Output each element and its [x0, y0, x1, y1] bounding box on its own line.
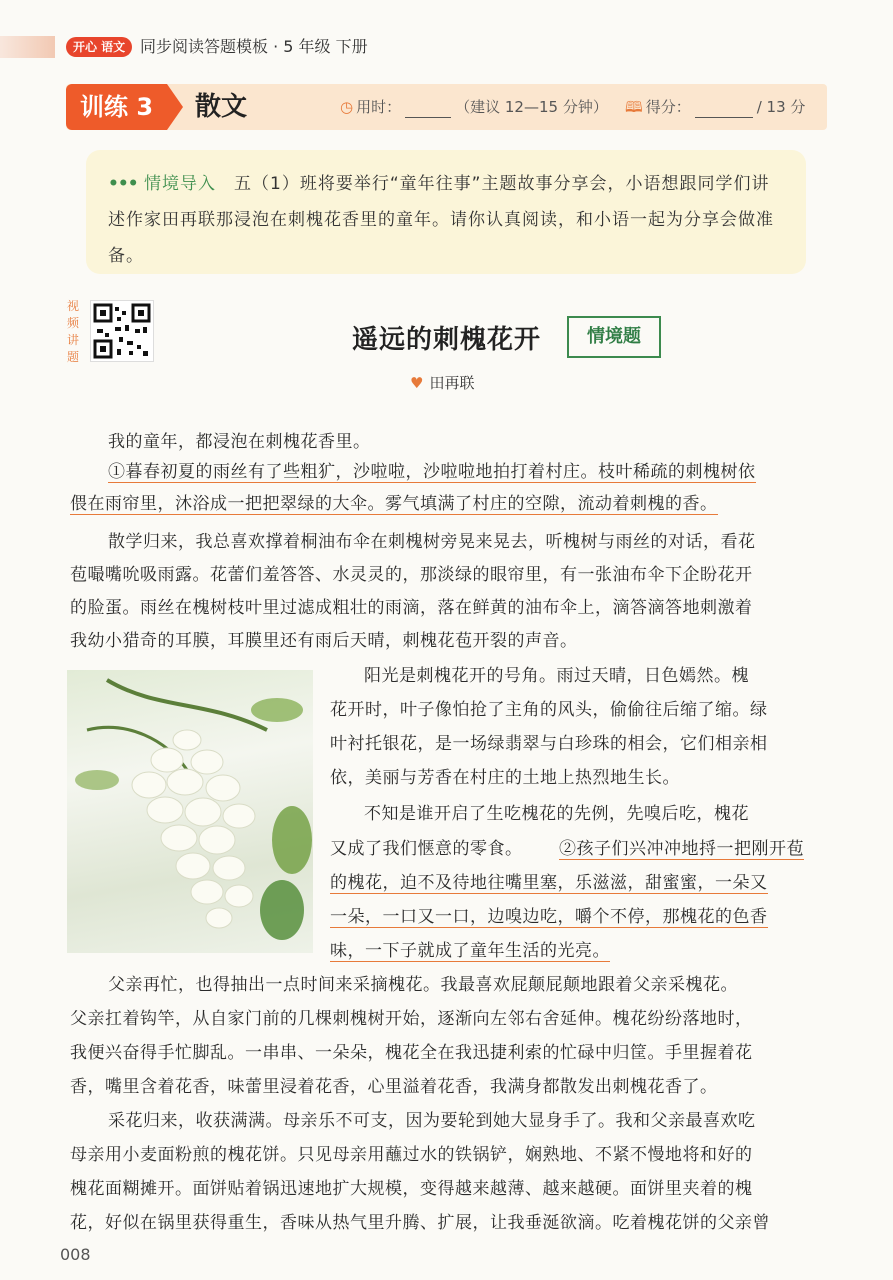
- text-line: 又成了我们惬意的零食。: [330, 839, 523, 859]
- locust-flower-photo: [67, 670, 313, 953]
- score-label: 得分：: [645, 98, 691, 116]
- text-line: 我便兴奋得手忙脚乱。一串串、一朵朵，槐花全在我迅捷利索的忙碌中归筐。手里握着花: [70, 1043, 753, 1063]
- score-blank[interactable]: [695, 101, 753, 118]
- text-line: 香，嘴里含着花香，味蕾里浸着花香，心里溢着花香，我满身都散发出刺槐花香了。: [70, 1077, 718, 1097]
- text-line: 花开时，叶子像怕抢了主角的风头，偷偷往后缩了缩。绿: [330, 700, 768, 720]
- time-group: [340, 96, 608, 118]
- header-decor-strip: [0, 36, 55, 58]
- video-explain-label: 视频讲题: [67, 299, 80, 364]
- page-number: 008: [60, 1245, 91, 1264]
- text-line: 苞嘬嘴吮吸雨露。花蕾们羞答答、水灵灵的，那淡绿的眼帘里，有一张油布伞下企盼花开: [70, 565, 753, 585]
- text-line: 叶衬托银花，是一场绿翡翠与白珍珠的相会，它们相亲相: [330, 734, 768, 754]
- book-icon: 🕮: [625, 98, 643, 116]
- dots-icon: •••: [108, 174, 138, 194]
- time-blank[interactable]: [405, 101, 451, 118]
- text-line: 母亲用小麦面粉煎的槐花饼。只见母亲用蘸过水的铁锅铲，娴熟地、不紧不慢地将和好的: [70, 1145, 753, 1165]
- underlined-sentence-1-cont: 偎在雨帘里，沐浴成一把把翠绿的大伞。雾气填满了村庄的空隙，流动着刺槐的香。: [70, 489, 718, 515]
- underlined-sentence-1: ①暮春初夏的雨丝有了些粗犷，沙啦啦，沙啦啦地拍打着村庄。枝叶稀疏的刺槐树依: [108, 457, 756, 483]
- series-title: 同步阅读答题模板 · 5 年级 下册: [140, 37, 368, 56]
- qr-code-icon[interactable]: [90, 300, 154, 362]
- scene-label: 情境导入: [144, 174, 217, 194]
- score-total: / 13 分: [756, 98, 806, 116]
- text-line: 我幼小猎奇的耳膜，耳膜里还有雨后天晴，刺槐花苞开裂的声音。: [70, 631, 578, 651]
- text-line: 的脸蛋。雨丝在槐树枝叶里过滤成粗壮的雨滴，落在鲜黄的油布伞上，滴答滴答地刺激着: [70, 598, 753, 618]
- underlined-sentence-2: ②孩子们兴冲冲地捋一把刚开苞: [559, 834, 804, 860]
- scene-question-stamp: 情境题: [567, 316, 661, 358]
- scene-text: 五（1）班将要举行“童年往事”主题故事分享会，小语想跟同学们讲述作家田再联那浸泡在刺槐花香里的童年。请你认真阅读，和小语一起为分享会做准备。: [108, 174, 774, 266]
- underlined-sentence-2-cont: 味，一下子就成了童年生活的光亮。: [330, 936, 610, 962]
- text-line: 采花归来，收获满满。母亲乐不可支，因为要轮到她大显身手了。我和父亲最喜欢吃: [108, 1111, 756, 1131]
- time-suggestion: （建议 12—15 分钟）: [455, 98, 608, 116]
- text-line: 不知是谁开启了生吃槐花的先例，先嗅后吃，槐花: [364, 804, 749, 824]
- heart-icon: ♥: [410, 374, 424, 392]
- text-line: 父亲再忙，也得抽出一点时间来采摘槐花。我最喜欢屁颠屁颠地跟着父亲采槐花。: [108, 975, 738, 995]
- clock-icon: ◷: [340, 98, 354, 116]
- scene-intro-box: [86, 150, 806, 274]
- text-line: 槐花面糊摊开。面饼贴着锅迅速地扩大规模，变得越来越薄、越来越硬。面饼里夹着的槐: [70, 1179, 753, 1199]
- text-line: 花，好似在锅里获得重生，香味从热气里升腾、扩展，让我垂涎欲滴。吃着槐花饼的父亲曾: [70, 1213, 770, 1233]
- training-tag: 训练 3: [66, 84, 167, 130]
- author-line: [410, 372, 474, 394]
- underlined-sentence-2-cont: 一朵，一口又一口，边嗅边吃，嚼个不停，那槐花的色香: [330, 902, 768, 928]
- author-name: 田再联: [429, 374, 475, 392]
- score-group: [625, 96, 805, 118]
- time-label: 用时：: [356, 98, 402, 116]
- brand-badge: 开心 语文: [66, 37, 132, 57]
- underlined-sentence-2-cont: 的槐花，迫不及待地往嘴里塞，乐滋滋，甜蜜蜜，一朵又: [330, 868, 768, 894]
- text-line: 依，美丽与芳香在村庄的土地上热烈地生长。: [330, 768, 680, 788]
- text-line: 阳光是刺槐花开的号角。雨过天晴，日色嫣然。槐: [364, 666, 749, 686]
- text-line: 父亲扛着钩竿，从自家门前的几棵刺槐树开始，逐渐向左邻右舍延伸。槐花纷纷落地时，: [70, 1009, 753, 1029]
- text-line: 散学归来，我总喜欢撑着桐油布伞在刺槐树旁晃来晃去，听槐树与雨丝的对话，看花: [108, 532, 756, 552]
- article-title: 遥远的刺槐花开: [352, 325, 542, 355]
- text-line: 我的童年，都浸泡在刺槐花香里。: [108, 432, 371, 452]
- section-name: 散文: [195, 92, 248, 122]
